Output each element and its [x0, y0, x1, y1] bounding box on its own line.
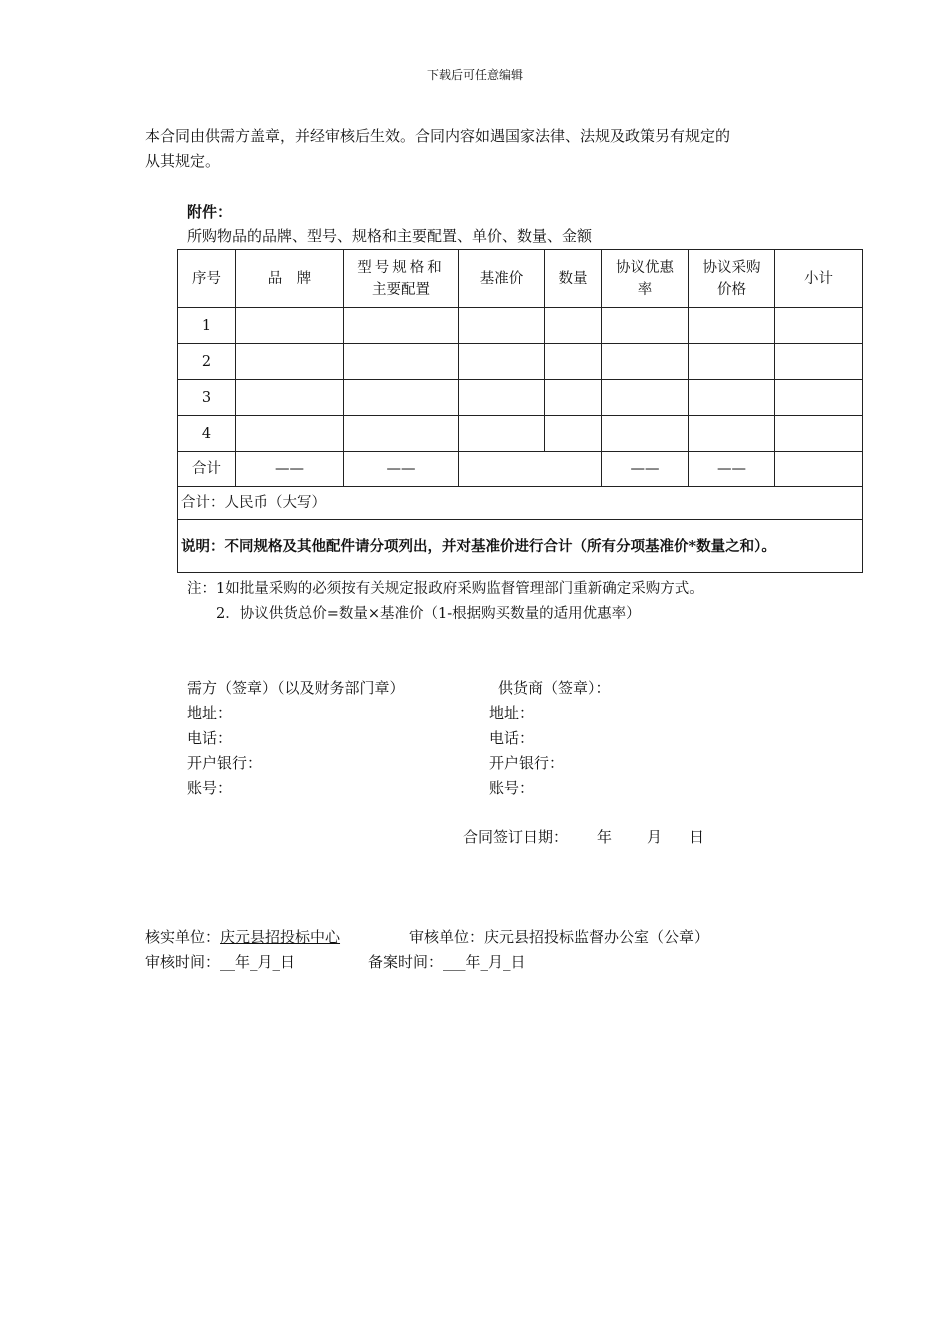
- record-time: 备案时间：___年_月_日: [368, 953, 526, 971]
- total-subtotal[interactable]: [775, 452, 863, 487]
- cell-qty[interactable]: [545, 380, 602, 416]
- rmb-label[interactable]: 合计：人民币（大写）: [178, 487, 863, 520]
- verify-unit: 庆元县招投标中心: [220, 928, 341, 946]
- buyer-account: 账号：: [187, 779, 233, 797]
- cell-agreed-price[interactable]: [689, 416, 775, 452]
- cell-model[interactable]: [344, 308, 459, 344]
- cell-brand[interactable]: [236, 380, 344, 416]
- attachment-table: [177, 249, 863, 573]
- buyer-title: 需方（签章）（以及财务部门章）: [187, 679, 405, 697]
- cell-base-price[interactable]: [459, 380, 545, 416]
- header-discount: [602, 250, 689, 308]
- sign-date-month: 月: [647, 828, 663, 846]
- cell-qty[interactable]: [545, 344, 602, 380]
- header-model: [344, 250, 459, 308]
- sign-date-day: 日: [689, 828, 705, 846]
- supplier-phone: 电话：: [489, 729, 535, 747]
- total-model: ——: [344, 452, 459, 487]
- explanation-text: 说明：不同规格及其他配件请分项列出，并对基准价进行合计（所有分项基准价*数量之和）。: [178, 520, 863, 573]
- attachment-subtitle: 所购物品的品牌、型号、规格和主要配置、单价、数量、金额: [187, 227, 593, 245]
- cell-brand[interactable]: [236, 308, 344, 344]
- cell-agreed-price[interactable]: [689, 344, 775, 380]
- header-qty: 数量: [545, 250, 602, 308]
- supplier-account: 账号：: [489, 779, 535, 797]
- buyer-phone: 电话：: [187, 729, 233, 747]
- cell-qty[interactable]: [545, 416, 602, 452]
- table-row: [178, 344, 863, 380]
- table-row: [178, 380, 863, 416]
- total-discount: ——: [602, 452, 689, 487]
- cell-discount[interactable]: [602, 380, 689, 416]
- review-time: 审核时间：__年_月_日: [145, 953, 296, 971]
- note-1: 注：1如批量采购的必须按有关规定报政府采购监督管理部门重新确定采购方式。: [187, 581, 704, 597]
- cell-qty[interactable]: [545, 308, 602, 344]
- cell-agreed-price[interactable]: [689, 308, 775, 344]
- cell-subtotal[interactable]: [775, 344, 863, 380]
- row-seq: 4: [178, 416, 236, 452]
- header-model-line1: 型号规格和: [357, 259, 445, 276]
- intro-line-2: 从其规定。: [145, 152, 221, 170]
- cell-base-price[interactable]: [459, 308, 545, 344]
- total-base-price[interactable]: [459, 452, 602, 487]
- header-agreed-line1: 协议采购: [702, 259, 761, 276]
- verify-line: [145, 925, 340, 950]
- cell-model[interactable]: [344, 380, 459, 416]
- note-2: 2．协议供货总价=数量×基准价（1-根据购买数量的适用优惠率）: [216, 606, 641, 622]
- cell-subtotal[interactable]: [775, 380, 863, 416]
- supplier-bank: 开户银行：: [489, 754, 565, 772]
- table-header-row: [178, 250, 863, 308]
- cell-brand[interactable]: [236, 416, 344, 452]
- row-seq: 2: [178, 344, 236, 380]
- cell-subtotal[interactable]: [775, 308, 863, 344]
- sign-date-label: 合同签订日期：: [463, 828, 569, 846]
- header-discount-line2: 率: [637, 281, 653, 298]
- total-label: 合计: [178, 452, 236, 487]
- cell-discount[interactable]: [602, 344, 689, 380]
- cell-brand[interactable]: [236, 344, 344, 380]
- cell-subtotal[interactable]: [775, 416, 863, 452]
- verify-label: 核实单位：: [145, 928, 221, 946]
- page-header: 下载后可任意编辑: [426, 68, 523, 82]
- header-seq: 序号: [178, 250, 236, 308]
- cell-agreed-price[interactable]: [689, 380, 775, 416]
- header-agreed-line2: 价格: [717, 281, 746, 298]
- rmb-row: [178, 487, 863, 520]
- total-agreed: ——: [689, 452, 775, 487]
- header-base-price: 基准价: [459, 250, 545, 308]
- sign-date-year: 年: [597, 828, 613, 846]
- cell-discount[interactable]: [602, 416, 689, 452]
- buyer-bank: 开户银行：: [187, 754, 263, 772]
- attachment-title: 附件：: [187, 203, 233, 221]
- cell-base-price[interactable]: [459, 416, 545, 452]
- header-subtotal: 小计: [775, 250, 863, 308]
- table-row: [178, 416, 863, 452]
- intro-line-1: 本合同由供需方盖章，并经审核后生效。合同内容如遇国家法律、法规及政策另有规定的: [145, 127, 731, 145]
- header-discount-line1: 协议优惠: [616, 259, 674, 276]
- cell-model[interactable]: [344, 344, 459, 380]
- total-row: [178, 452, 863, 487]
- header-brand: 品 牌: [236, 250, 344, 308]
- cell-discount[interactable]: [602, 308, 689, 344]
- header-agreed-price: [689, 250, 775, 308]
- explanation-row: [178, 520, 863, 573]
- buyer-address: 地址：: [187, 704, 233, 722]
- header-model-line2: 主要配置: [372, 281, 430, 298]
- supplier-address: 地址：: [489, 704, 535, 722]
- review-unit: 审核单位：庆元县招投标监督办公室（公章）: [409, 928, 710, 946]
- table-row: [178, 308, 863, 344]
- total-brand: ——: [236, 452, 344, 487]
- row-seq: 3: [178, 380, 236, 416]
- supplier-title: 供货商（签章）：: [498, 679, 611, 697]
- cell-base-price[interactable]: [459, 344, 545, 380]
- cell-model[interactable]: [344, 416, 459, 452]
- row-seq: 1: [178, 308, 236, 344]
